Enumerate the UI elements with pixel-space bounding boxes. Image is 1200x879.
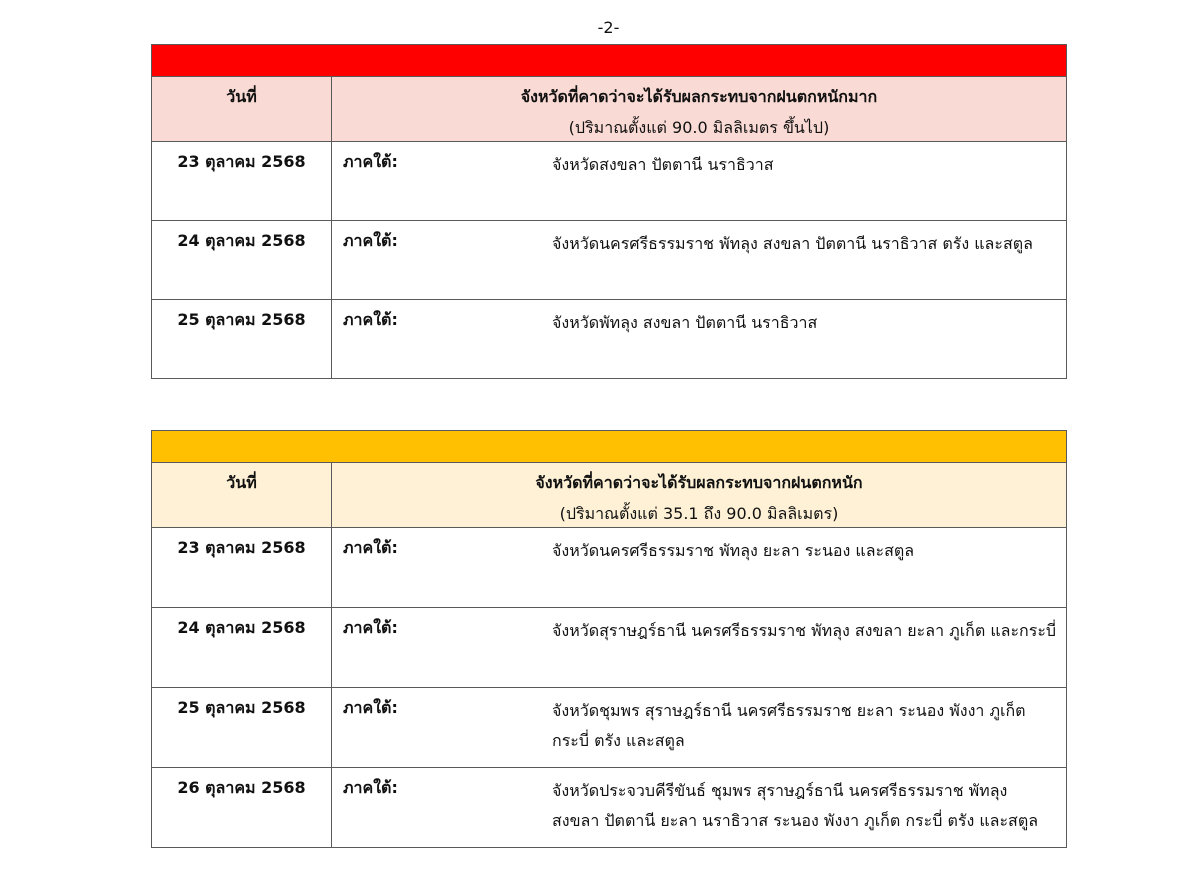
- table-row: [152, 221, 1067, 300]
- provinces-column-header: [332, 77, 1067, 142]
- header-title: จังหวัดที่คาดว่าจะได้รับผลกระทบจากฝนตกหนัก: [535, 473, 863, 492]
- very-heavy-rain-table: [151, 44, 1067, 379]
- date-cell: 23 ตุลาคม 2568: [152, 142, 332, 221]
- warning-band-yellow: [152, 431, 1067, 463]
- provinces-text: จังหวัดชุมพร สุราษฎร์ธานี นครศรีธรรมราช ยะลา ระนอง พังงา ภูเก็ต กระบี่ ตรัง และสตูล: [552, 701, 1026, 750]
- region-label: ภาคใต้:: [343, 538, 398, 557]
- region-cell: [332, 688, 1067, 768]
- header-subtitle: (ปริมาณตั้งแต่ 35.1 ถึง 90.0 มิลลิเมตร): [559, 504, 839, 523]
- region-cell: [332, 142, 1067, 221]
- header-title: จังหวัดที่คาดว่าจะได้รับผลกระทบจากฝนตกหนักมาก: [520, 87, 878, 106]
- provinces-text: จังหวัดพัทลุง สงขลา ปัตตานี นราธิวาส: [552, 313, 818, 332]
- table-row: [152, 768, 1067, 848]
- table-row: [152, 608, 1067, 688]
- region-cell: [332, 528, 1067, 608]
- date-cell: 24 ตุลาคม 2568: [152, 608, 332, 688]
- provinces-text: จังหวัดประจวบคีรีขันธ์ ชุมพร สุราษฎร์ธานี นครศรีธรรมราช พัทลุง สงขลา ปัตตานี ยะลา นราธิวาส ระนอง พังงา ภูเก็ต กระบี่ ตรัง และสตูล: [552, 781, 1039, 830]
- date-cell: 23 ตุลาคม 2568: [152, 528, 332, 608]
- provinces-column-header: [332, 463, 1067, 528]
- region-cell: [332, 768, 1067, 848]
- region-label: ภาคใต้:: [343, 152, 398, 171]
- date-column-header: วันที่: [152, 77, 332, 142]
- warning-band-red: [152, 45, 1067, 77]
- region-cell: [332, 221, 1067, 300]
- date-cell: 25 ตุลาคม 2568: [152, 688, 332, 768]
- table-row: [152, 300, 1067, 379]
- date-cell: 25 ตุลาคม 2568: [152, 300, 332, 379]
- region-label: ภาคใต้:: [343, 231, 398, 250]
- heavy-rain-table: [151, 430, 1067, 848]
- table-row: [152, 528, 1067, 608]
- provinces-text: จังหวัดนครศรีธรรมราช พัทลุง ยะลา ระนอง และสตูล: [552, 541, 915, 560]
- region-label: ภาคใต้:: [343, 310, 398, 329]
- table-header: [152, 463, 1067, 528]
- region-cell: [332, 608, 1067, 688]
- date-cell: 24 ตุลาคม 2568: [152, 221, 332, 300]
- table-row: [152, 688, 1067, 768]
- table-header: [152, 77, 1067, 142]
- provinces-text: จังหวัดสุราษฎร์ธานี นครศรีธรรมราช พัทลุง สงขลา ยะลา ภูเก็ต และกระบี่: [552, 621, 1057, 640]
- region-cell: [332, 300, 1067, 379]
- date-column-header: วันที่: [152, 463, 332, 528]
- date-cell: 26 ตุลาคม 2568: [152, 768, 332, 848]
- header-subtitle: (ปริมาณตั้งแต่ 90.0 มิลลิเมตร ขึ้นไป): [568, 118, 830, 137]
- table-row: [152, 142, 1067, 221]
- region-label: ภาคใต้:: [343, 778, 398, 797]
- provinces-text: จังหวัดสงขลา ปัตตานี นราธิวาส: [552, 155, 774, 174]
- region-label: ภาคใต้:: [343, 698, 398, 717]
- page-number: -2-: [597, 18, 620, 37]
- region-label: ภาคใต้:: [343, 618, 398, 637]
- provinces-text: จังหวัดนครศรีธรรมราช พัทลุง สงขลา ปัตตานี นราธิวาส ตรัง และสตูล: [552, 234, 1033, 253]
